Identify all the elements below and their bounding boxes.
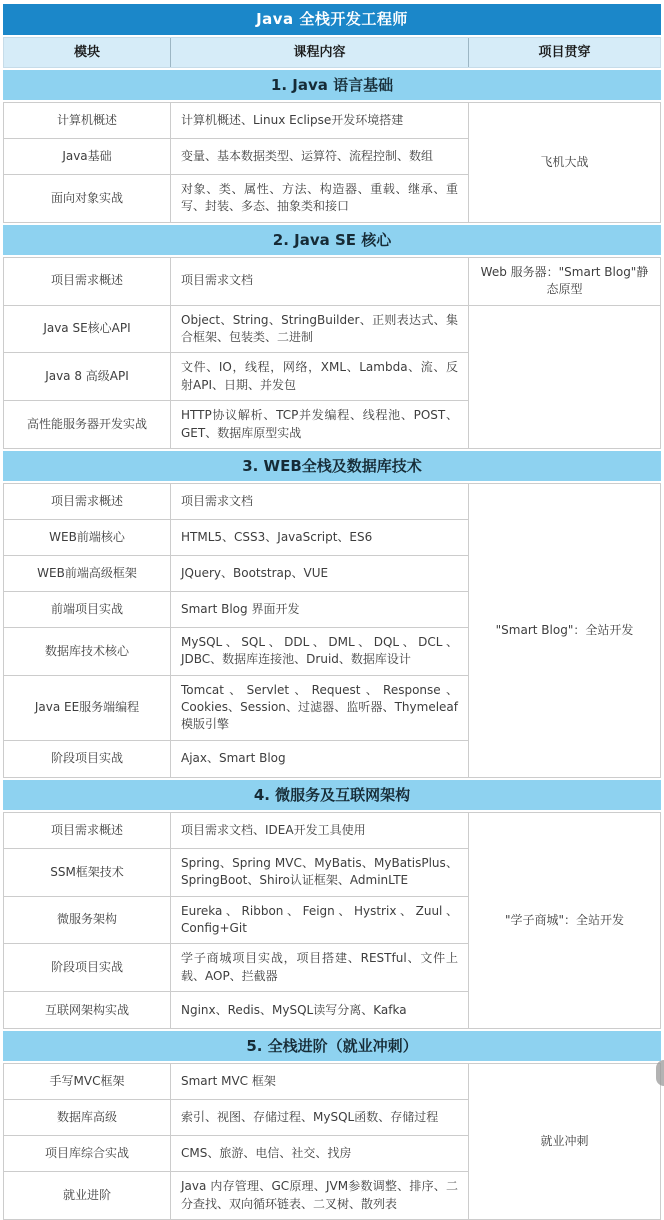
- module-cell: 高性能服务器开发实战: [4, 401, 171, 448]
- section-heading: 3. WEB全栈及数据库技术: [3, 451, 661, 481]
- table-sections: [3, 70, 661, 1220]
- module-cell: 手写MVC框架: [4, 1064, 171, 1100]
- module-cell: Java 8 高级API: [4, 353, 171, 401]
- project-cell: "学子商城"：全站开发: [504, 912, 625, 927]
- column-header-module: 模块: [4, 38, 171, 67]
- content-cell: 学子商城项目实战，项目搭建、RESTful、文件上载、AOP、拦截器: [171, 944, 469, 992]
- content-cell: 项目需求文档: [171, 484, 469, 520]
- content-cell: HTTP协议解析、TCP并发编程、线程池、POST、GET、数据库原型实战: [171, 401, 469, 448]
- content-cell: Smart Blog 界面开发: [171, 592, 469, 628]
- module-cell: 数据库高级: [4, 1100, 171, 1136]
- content-cell: 对象、类、属性、方法、构造器、重载、继承、重写、封装、多态、抽象类和接口: [171, 175, 469, 222]
- edge-scroll-handle[interactable]: [656, 1060, 664, 1086]
- content-cell: Eureka、Ribbon、Feign、Hystrix、Zuul、Config+Git: [171, 897, 469, 945]
- module-cell: 项目需求概述: [4, 813, 171, 849]
- content-cell: Spring、Spring MVC、MyBatis、MyBatisPlus、SpringBoot、Shiro认证框架、AdminLTE: [171, 849, 469, 897]
- section-heading: 4. 微服务及互联网架构: [3, 780, 661, 810]
- project-cell: [469, 306, 660, 448]
- project-cell: 就业冲刺: [540, 1133, 589, 1148]
- module-cell: WEB前端核心: [4, 520, 171, 556]
- module-cell: Java基础: [4, 139, 171, 175]
- content-cell: 项目需求文档、IDEA开发工具使用: [171, 813, 469, 849]
- section-rows: [3, 102, 661, 223]
- module-cell: WEB前端高级框架: [4, 556, 171, 592]
- module-cell: 前端项目实战: [4, 592, 171, 628]
- content-cell: Smart MVC 框架: [171, 1064, 469, 1100]
- section-rows: [3, 1063, 661, 1220]
- page-title: Java 全栈开发工程师: [3, 4, 661, 35]
- project-cell: 飞机大战: [540, 154, 589, 169]
- module-cell: 互联网架构实战: [4, 992, 171, 1028]
- content-cell: 项目需求文档: [171, 258, 469, 306]
- content-cell: CMS、旅游、电信、社交、找房: [171, 1136, 469, 1172]
- module-cell: 就业进阶: [4, 1172, 171, 1219]
- module-cell: 计算机概述: [4, 103, 171, 139]
- module-cell: 面向对象实战: [4, 175, 171, 222]
- module-cell: 阶段项目实战: [4, 944, 171, 992]
- content-cell: Java 内存管理、GC原理、JVM参数调整、排序、二分查找、双向循环链表、二叉树、散列表: [171, 1172, 469, 1219]
- module-cell: Java SE核心API: [4, 306, 171, 354]
- section-heading: 5. 全栈进阶（就业冲刺）: [3, 1031, 661, 1061]
- module-cell: SSM框架技术: [4, 849, 171, 897]
- column-header-content: 课程内容: [171, 38, 469, 67]
- project-cell: "Smart Blog"：全站开发: [495, 622, 634, 637]
- content-cell: MySQL、SQL、DDL、DML、DQL、DCL、JDBC、数据库连接池、Druid、数据库设计: [171, 628, 469, 676]
- content-cell: JQuery、Bootstrap、VUE: [171, 556, 469, 592]
- content-cell: 文件、IO，线程，网络，XML、Lambda、流、反射API、日期、并发包: [171, 353, 469, 401]
- column-header-project: 项目贯穿: [538, 45, 591, 60]
- content-cell: 计算机概述、Linux Eclipse开发环境搭建: [171, 103, 469, 139]
- content-cell: HTML5、CSS3、JavaScript、ES6: [171, 520, 469, 556]
- module-cell: 项目需求概述: [4, 258, 171, 306]
- project-cell: Web 服务器："Smart Blog"静态原型: [469, 258, 660, 306]
- content-cell: Object、String、StringBuilder、正则表达式、集合框架、包装类、二进制: [171, 306, 469, 354]
- section-rows: [3, 257, 661, 449]
- content-cell: Nginx、Redis、MySQL读写分离、Kafka: [171, 992, 469, 1028]
- table-column-header-row: [3, 37, 661, 68]
- module-cell: 微服务架构: [4, 897, 171, 945]
- section-rows: [3, 812, 661, 1029]
- module-cell: 项目库综合实战: [4, 1136, 171, 1172]
- content-cell: 索引、视图、存储过程、MySQL函数、存储过程: [171, 1100, 469, 1136]
- section-heading: 2. Java SE 核心: [3, 225, 661, 255]
- content-cell: 变量、基本数据类型、运算符、流程控制、数组: [171, 139, 469, 175]
- module-cell: 阶段项目实战: [4, 741, 171, 777]
- section-heading: 1. Java 语言基础: [3, 70, 661, 100]
- module-cell: 数据库技术核心: [4, 628, 171, 676]
- module-cell: 项目需求概述: [4, 484, 171, 520]
- module-cell: Java EE服务端编程: [4, 676, 171, 741]
- content-cell: Ajax、Smart Blog: [171, 741, 469, 777]
- section-rows: [3, 483, 661, 778]
- content-cell: Tomcat、Servlet、Request、Response、Cookies、Session、过滤器、监听器、Thymeleaf 模版引擎: [171, 676, 469, 741]
